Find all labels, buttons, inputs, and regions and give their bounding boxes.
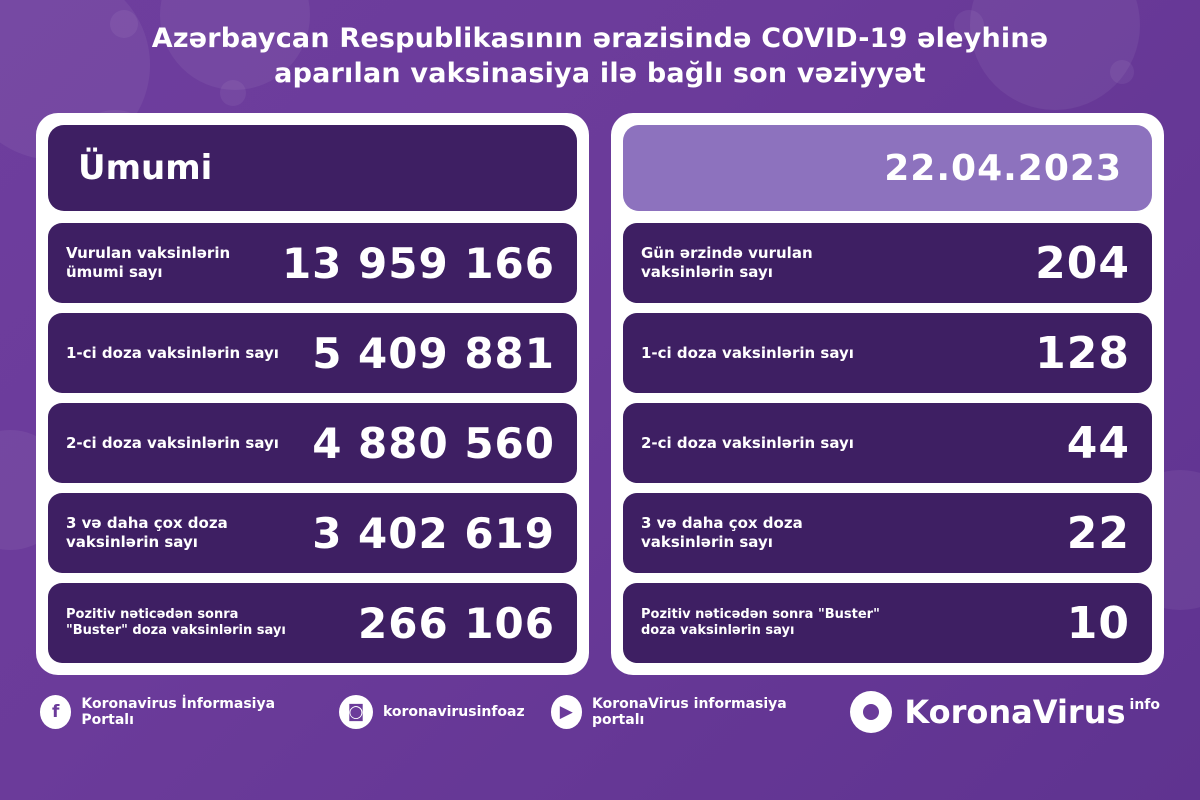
table-row [623,493,1152,573]
brand-name: KoronaVirus [904,693,1126,732]
row-label: 2-ci doza vaksinlərin sayı [66,433,279,452]
row-label: 3 və daha çox doza vaksinlərin sayı [641,514,803,552]
table-row [48,403,577,483]
table-row [48,583,577,663]
row-label: 1-ci doza vaksinlərin sayı [641,343,854,362]
table-row [48,493,577,573]
row-label: 1-ci doza vaksinlərin sayı [66,343,279,362]
row-value: 3 402 619 [312,508,555,558]
row-value: 266 106 [358,598,555,648]
total-card [36,113,589,675]
total-card-header [48,125,577,211]
table-row [48,313,577,393]
row-value: 13 959 166 [281,238,555,288]
cards-container [0,91,1200,675]
row-value: 22 [1066,507,1130,559]
row-value: 10 [1066,597,1130,649]
instagram-icon: ◙ [339,695,373,729]
brand-suffix: info [1129,697,1160,714]
social-instagram[interactable] [339,695,525,729]
total-card-rows [48,223,577,663]
table-row [623,223,1152,303]
daily-card-header [623,125,1152,211]
social-facebook[interactable] [40,695,313,729]
total-card-header-label: Ümumi [78,148,213,189]
table-row [623,313,1152,393]
page-title: Azərbaycan Respublikasının ərazisində COVID-19 əleyhinə aparılan vaksinasiya ilə bağlı son vəziyyət [151,23,1049,89]
row-value: 5 409 881 [312,328,555,378]
row-label: Gün ərzində vurulan vaksinlərin sayı [641,244,813,282]
row-label: Vurulan vaksinlərin ümumi sayı [66,244,231,282]
row-label: 2-ci doza vaksinlərin sayı [641,433,854,452]
row-value: 204 [1035,237,1130,289]
youtube-icon: ▶ [551,695,582,729]
row-value: 44 [1066,417,1130,469]
social-youtube[interactable] [551,695,825,729]
social-facebook-label: Koronavirus İnformasiya Portalı [81,696,276,729]
sun-icon [850,691,892,733]
row-value: 4 880 560 [312,418,555,468]
social-instagram-label: koronavirusinfoaz [382,704,525,721]
row-label: Pozitiv nəticədən sonra "Buster" doza vaksinlərin sayı [641,606,880,639]
daily-card [611,113,1164,675]
daily-card-rows [623,223,1152,663]
row-value: 128 [1035,327,1130,379]
brand-logo [850,691,1160,733]
table-row [623,403,1152,483]
row-label: Pozitiv nəticədən sonra "Buster" doza vaksinlərin sayı [66,606,286,639]
footer [0,675,1200,733]
facebook-icon: f [40,695,71,729]
row-label: 3 və daha çox doza vaksinlərin sayı [66,514,228,552]
daily-card-date-label: 22.04.2023 [884,147,1122,189]
table-row [623,583,1152,663]
social-youtube-label: KoronaVirus informasiya portalı [592,696,787,729]
table-row [48,223,577,303]
